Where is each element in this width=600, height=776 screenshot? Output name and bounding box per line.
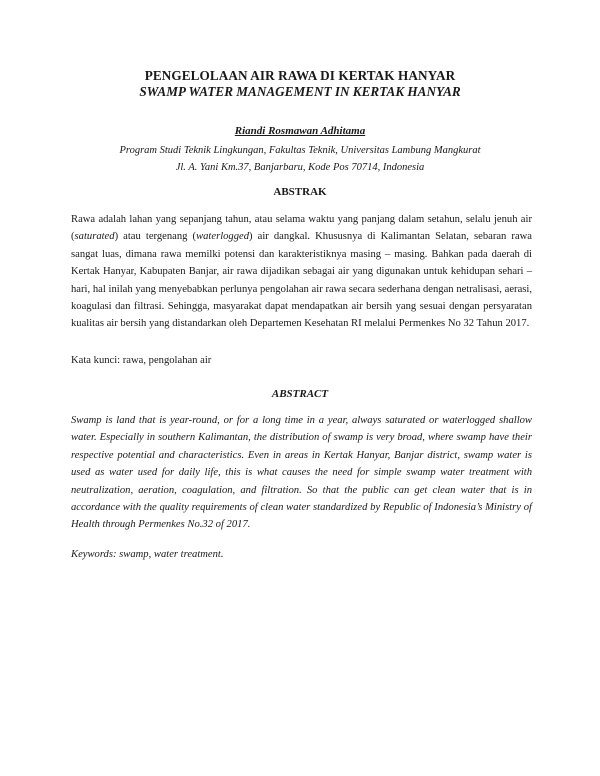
author-name: Riandi Rosmawan Adhitama [234,125,366,137]
abstrak-paragraph [71,211,532,333]
abstrak-term-waterlogged: waterlogged [196,231,250,243]
abstrak-keywords: Kata kunci: rawa, pengolahan air [71,355,212,366]
abstract-paragraph: Swamp is land that is year-round, or for a long time in a year, always saturated or waterlogged shallow water. Especially in southern Kalimantan, the distribution of swamp is very broad, where swamp have their respective potential and characteristics. Even in areas in Kertak Hanyar, Banjar district, swamp water is used as water used for daily life, this is what causes the need for simple swamp water treatment with neutralization, aeration, coagulation, and filtration. So that the public can get clean water that is in accordance with the quality requirements of clean water standardized by Republic of Indonesia’s Ministry of Health through Permenkes No.32 of 2017. [71,415,532,531]
affiliation-line-2: Jl. A. Yani Km.37, Banjarbaru, Kode Pos 70714, Indonesia [175,162,425,173]
title-block [0,68,600,100]
abstract-heading: ABSTRACT [271,388,329,400]
affiliation [0,142,600,176]
abstrak-heading: ABSTRAK [273,186,327,198]
abstrak-text-part-3: ) air dangkal. Khususnya di Kalimantan Selatan, sebaran rawa sangat luas, dimana rawa memilki potensi dan karakteristiknya masing – masing. Bahkan pada daerah di Kertak Hanyar, Kabupaten Banjar, air rawa dijadikan sebagai air yang digunakan untuk kehidupan sehari – hari, hal inilah yang menyebabkan perlunya pengolahan air rawa secara sederhana dengan netralisasi, aerasi, koagulasi dan filtrasi. Sehingga, masyarakat dapat mendapatkan air bersih yang sesuai dengan persyaratan kualitas air bersih yang distandarkan oleh Departemen Kesehatan RI melalui Permenkes No 32 Tahun 2017. [71,231,533,330]
abstrak-text-part-1: Rawa adalah lahan yang sepanjang tahun, atau selama waktu yang panjang dalam setahun, selalu jenuh air ( [71,214,532,243]
paper-subtitle: SWAMP WATER MANAGEMENT IN KERTAK HANYAR [139,84,461,99]
abstrak-text-part-2: ) atau tergenang ( [114,231,197,243]
abstract-keywords: Keywords: swamp, water treatment. [71,549,224,560]
affiliation-line-1: Program Studi Teknik Lingkungan, Fakultas Teknik, Universitas Lambung Mangkurat [119,145,481,156]
abstrak-term-saturated: saturated [74,231,115,243]
paper-title: PENGELOLAAN AIR RAWA DI KERTAK HANYAR [144,68,456,83]
